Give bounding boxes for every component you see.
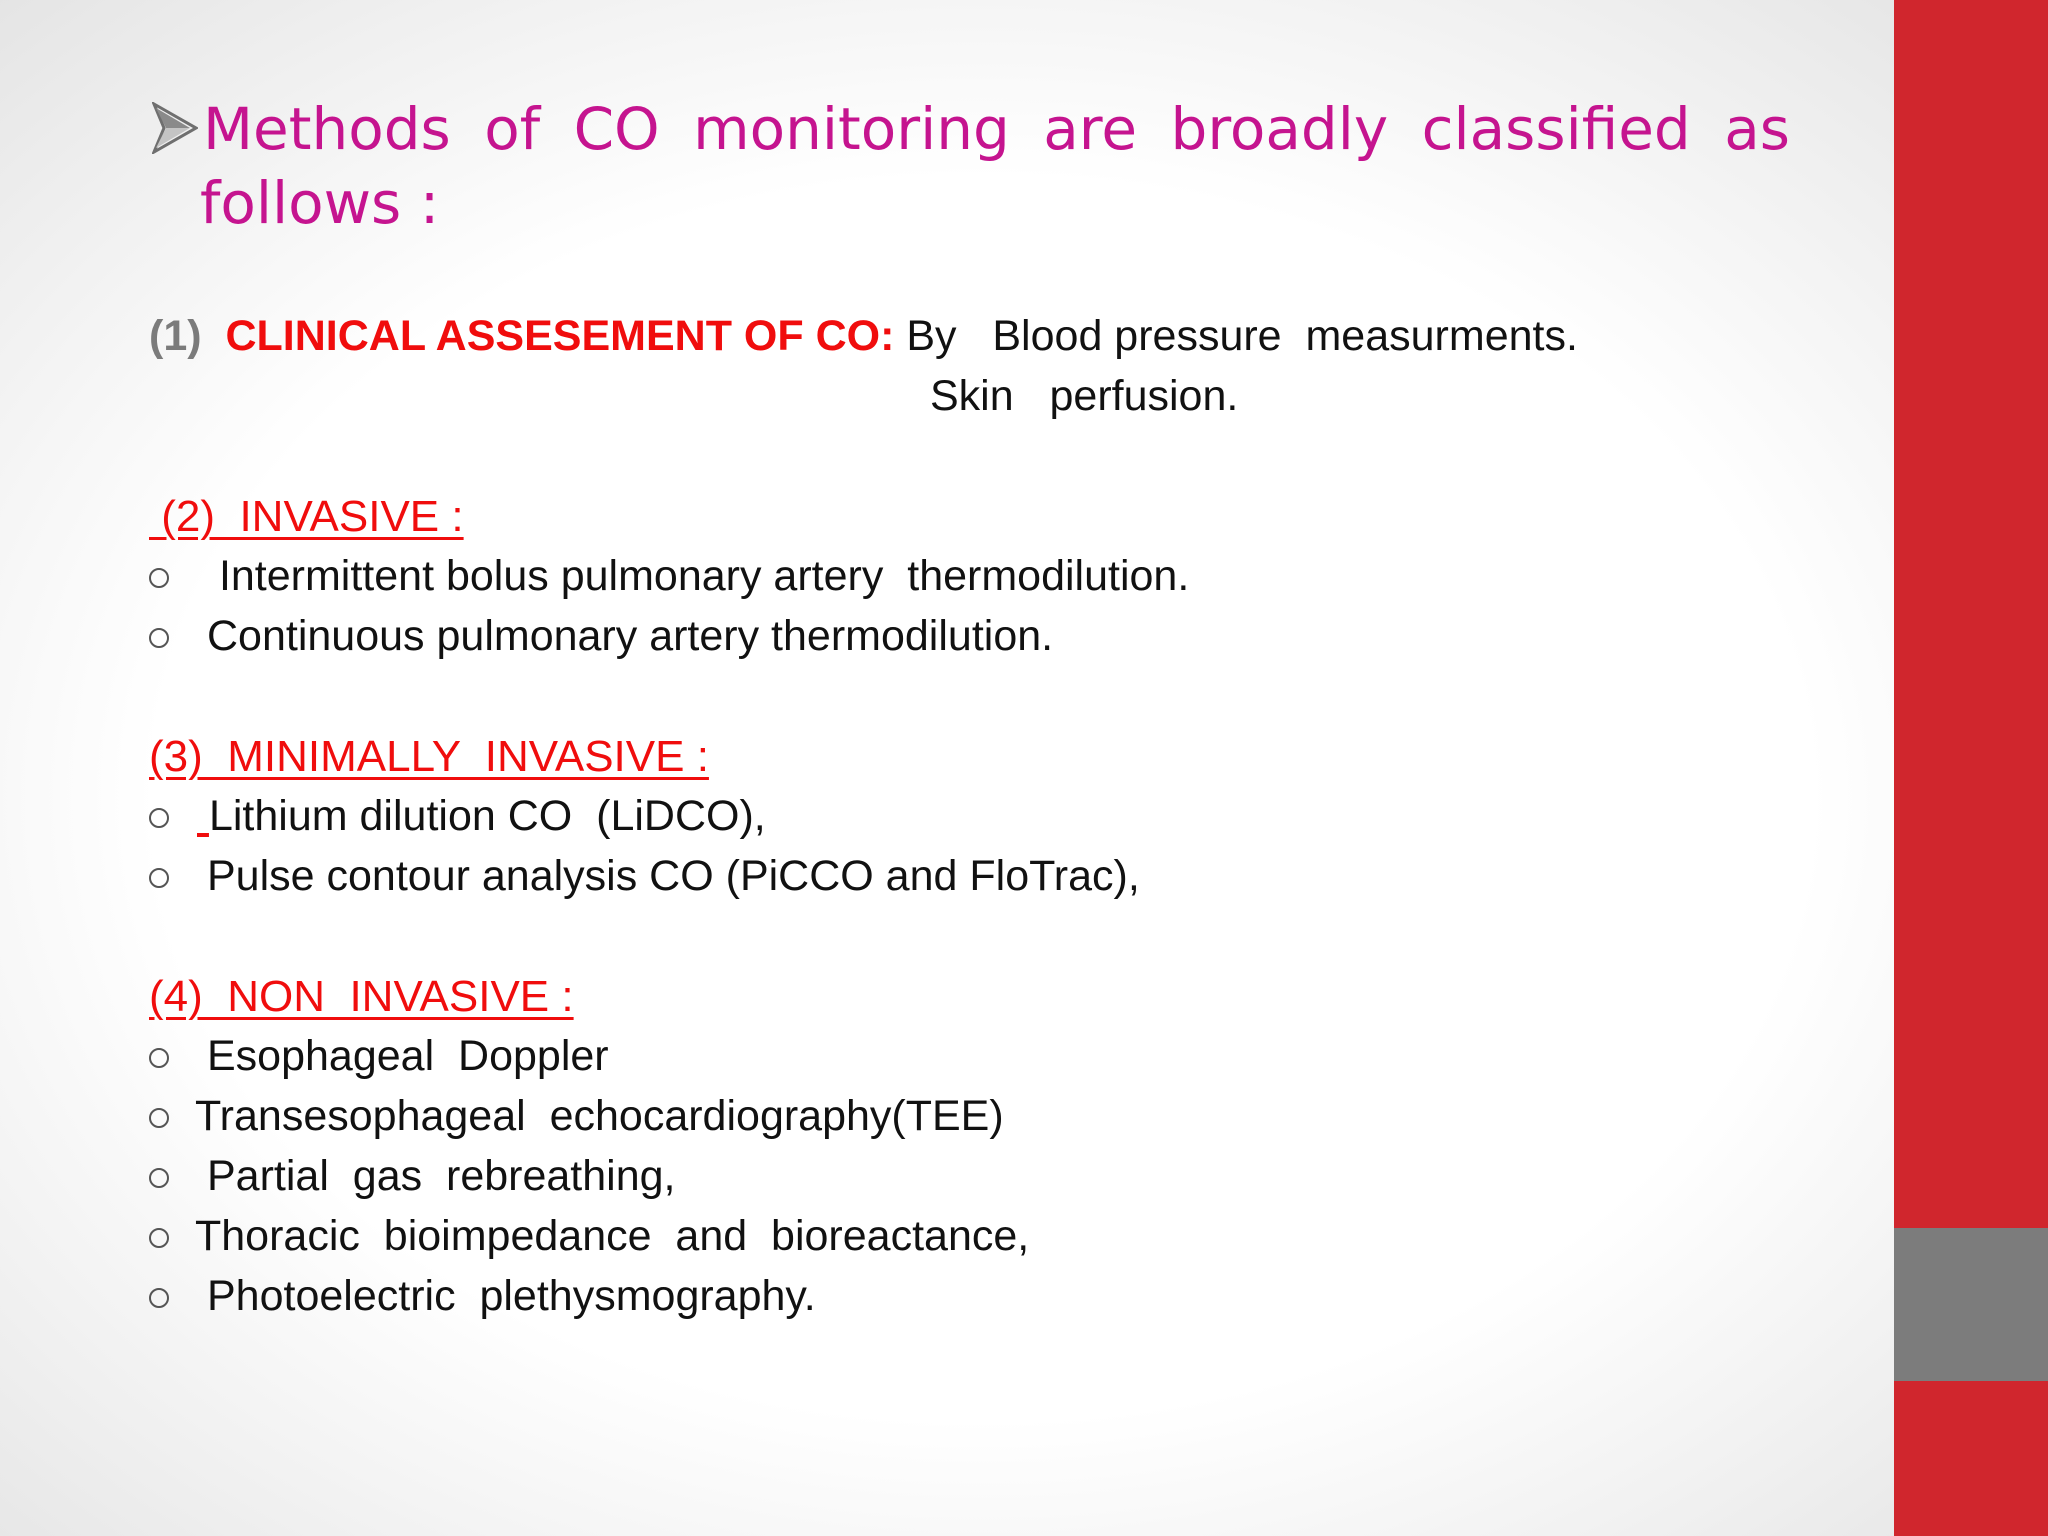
section1-line: [149, 312, 1578, 361]
title-word: broadly: [1170, 95, 1389, 163]
list-item: [149, 792, 766, 841]
section2-heading: (2) INVASIVE :: [149, 492, 464, 541]
title-word: CO: [573, 95, 660, 163]
list-item: [149, 1092, 1004, 1141]
list-item: [149, 1152, 676, 1201]
circle-bullet-icon: [149, 568, 169, 588]
side-accent-bar: [1894, 0, 2048, 1536]
title-word: of: [484, 95, 541, 163]
circle-bullet-icon: [149, 808, 169, 828]
circle-bullet-icon: [149, 1288, 169, 1308]
section1-item-blood-pressure: Blood pressure measurments.: [992, 312, 1578, 360]
circle-bullet-icon: [149, 628, 169, 648]
list-item: [149, 1032, 609, 1081]
list-item: [149, 1212, 1029, 1261]
section4-item-5: Photoelectric plethysmography.: [207, 1272, 816, 1320]
title-word: Methods: [203, 95, 451, 163]
section1-by: By: [906, 312, 957, 360]
red-underline-mark: [197, 792, 209, 841]
title-line-2: follows :: [200, 169, 440, 237]
section1-item-skin-perfusion: Skin perfusion.: [930, 372, 1239, 420]
list-item: [149, 852, 1140, 901]
section2-item-2: Continuous pulmonary artery thermodilution.: [207, 612, 1054, 660]
section4-item-4: Thoracic bioimpedance and bioreactance,: [195, 1212, 1030, 1260]
list-item: [149, 552, 1189, 601]
circle-bullet-icon: [149, 868, 169, 888]
section4-heading: (4) NON INVASIVE :: [149, 972, 574, 1021]
title-word: are: [1043, 95, 1138, 163]
circle-bullet-icon: [149, 1048, 169, 1068]
list-item: [149, 612, 1053, 661]
section2-item-1: Intermittent bolus pulmonary artery thermodilution.: [207, 552, 1190, 600]
title-word: classified: [1421, 95, 1691, 163]
slide-title: [150, 92, 1790, 240]
circle-bullet-icon: [149, 1108, 169, 1128]
circle-bullet-icon: [149, 1168, 169, 1188]
arrow-bullet-icon: [152, 102, 198, 154]
section1-number: (1): [149, 312, 202, 360]
section4-item-1: Esophageal Doppler: [207, 1032, 609, 1080]
circle-bullet-icon: [149, 1228, 169, 1248]
section4-item-2: Transesophageal echocardiography(TEE): [195, 1092, 1004, 1140]
section3-item-1: Lithium dilution CO (LiDCO),: [208, 792, 766, 840]
side-accent-grey-block: [1894, 1228, 2048, 1381]
list-item: [149, 1272, 816, 1321]
section1-label: CLINICAL ASSESEMENT OF CO:: [225, 312, 895, 360]
title-word: monitoring: [693, 95, 1010, 163]
title-word: as: [1724, 95, 1790, 163]
section4-item-3: Partial gas rebreathing,: [207, 1152, 676, 1200]
title-line-1: [150, 92, 1790, 166]
section3-heading: (3) MINIMALLY INVASIVE :: [149, 732, 709, 781]
section3-item-2: Pulse contour analysis CO (PiCCO and FloTrac),: [207, 852, 1140, 900]
